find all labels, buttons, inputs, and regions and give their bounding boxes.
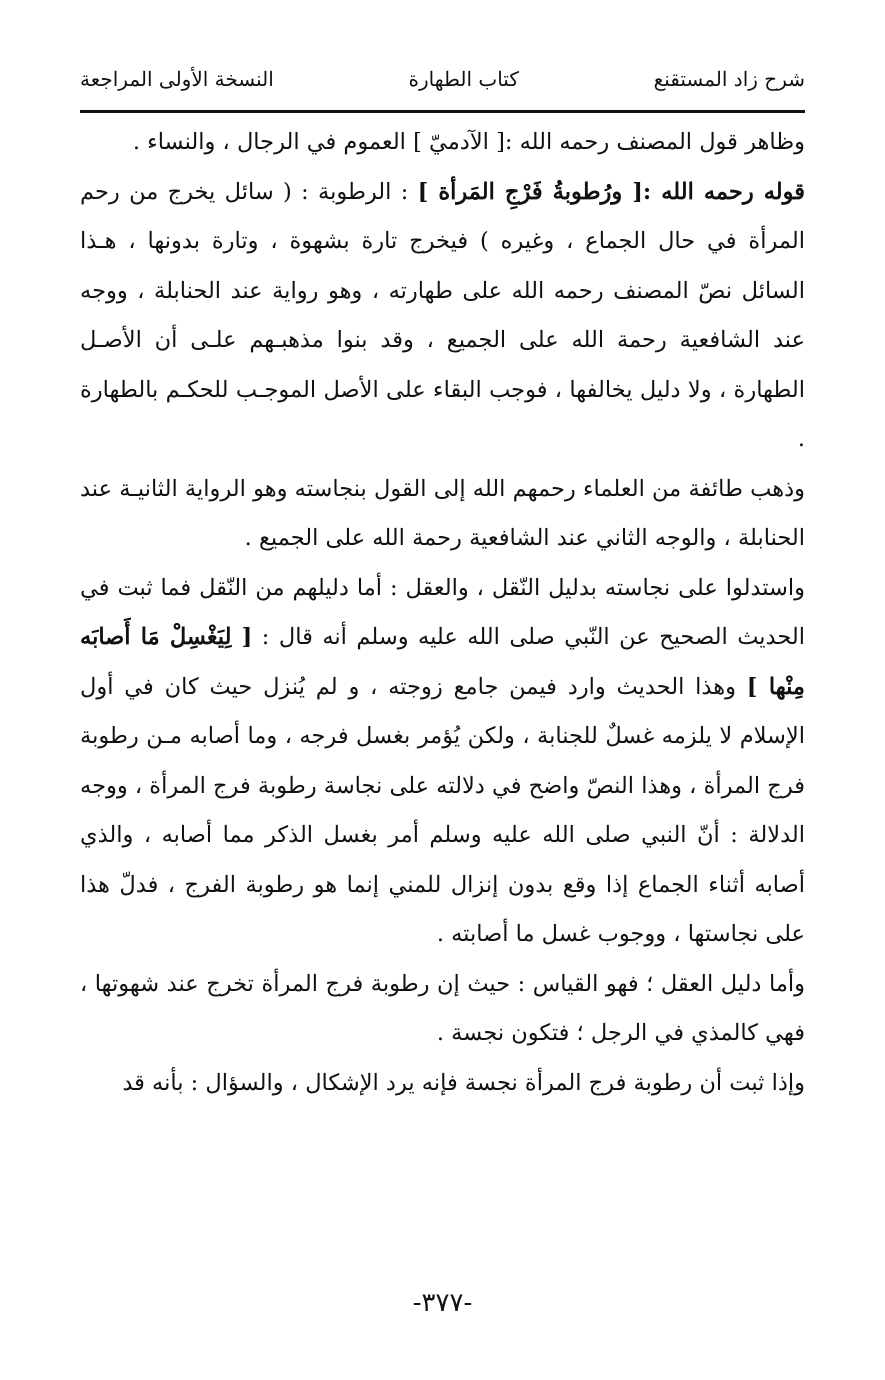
page-body [80,118,805,1108]
paragraph: وإذا ثبت أن رطوبة فرج المرأة نجسة فإنه يرد الإشكال ، والسؤال : بأنه قد [122,1069,805,1096]
paragraph: قوله رحمه الله :[ ورُطوبةُ فَرْجِ المَرأة ] : الرطوبة : ( سائل يخرج من رحم المرأة في حال الجماع ، وغيره ) فيخرج تارة بشهوة ، وتارة بدونها ، هـذا السائل نصّ المصنف رحمه الله على طهارته ، وهو رواية عند الحنابلة ، ووجه عند الشافعية رحمة الله على الجميع ، وقد بنوا مذهبـهم علـى أن الأصـل الطهارة ، ولا دليل يخالفها ، فوجب البقاء على الأصل الموجـب للحكـم بالطهارة . [80,178,805,452]
header-chapter-title: كتاب الطهارة [408,67,519,91]
page-number: -٣٧٧- [412,1288,473,1318]
hadith-quote: [ لِيَغْسِلْ مَا أَصابَه مِنْها ] [80,624,805,700]
paragraph: واستدلوا على نجاسته بدليل النّقل ، والعقل : أما دليلهم من النّقل فما ثبت في الحديث الصحيح عن النّبي صلى الله عليه وسلم أنه قال : [ لِيَغْسِلْ مَا أَصابَه مِنْها ] وهذا الحديث وارد فيمن جامع زوجته ، و لم يُنزل حيث كان في أول الإسلام لا يلزمه غسلٌ للجنابة ، ولكن يُؤمر بغسل فرجه ، وما أصابه مـن رطوبة فرج المرأة ، وهذا النصّ واضح في دلالته على نجاسة رطوبة فرج المرأة ، ووجه الدلالة : أنّ النبي صلى الله عليه وسلم أمر بغسل الذكر مما أصابه ، والذي أصابه أثناء الجماع إذا وقع بدون إنزال للمني إنما هو رطوبة الفرج ، فدلّ هذا على نجاستها ، ووجوب غسل ما أصابته . [80,574,805,947]
bold-heading: قوله رحمه الله :[ ورُطوبةُ فَرْجِ المَرأة ] [417,178,805,205]
header-divider [80,110,805,113]
paragraph: وذهب طائفة من العلماء رحمهم الله إلى القول بنجاسته وهو الرواية الثانيـة عند الحنابلة ، والوجه الثاني عند الشافعية رحمة الله على الجميع . [80,475,805,551]
header-book-title: شرح زاد المستقنع [653,67,805,91]
paragraph: وأما دليل العقل ؛ فهو القياس : حيث إن رطوبة فرج المرأة تخرج عند شهوتها ، فهي كالمذي في الرجل ؛ فتكون نجسة . [80,970,805,1046]
running-header [80,54,805,104]
paragraph: وظاهر قول المصنف رحمه الله :[ الآدميّ ] العموم في الرجال ، والنساء . [132,129,805,155]
header-edition: النسخة الأولى المراجعة [80,67,274,91]
